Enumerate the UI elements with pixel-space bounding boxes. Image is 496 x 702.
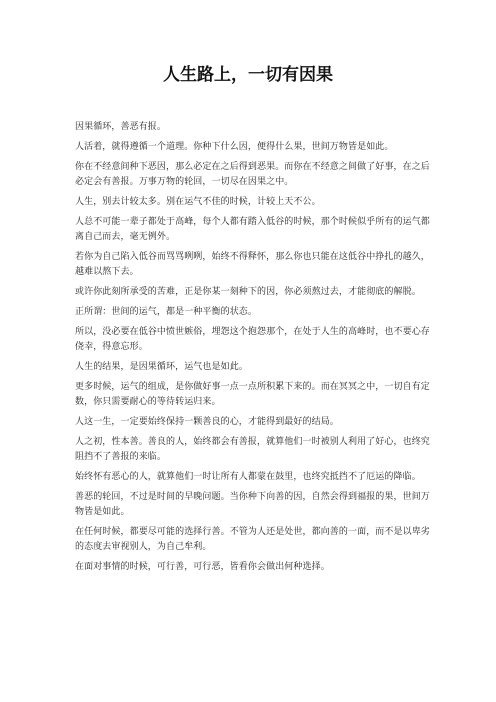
paragraph: 人这一生，一定要始终保持一颗善良的心，才能得到最好的结局。 [75,417,339,427]
paragraph: 若你为自己陷入低谷而骂骂咧咧，始终不得释怀，那么你也只能在这低谷中挣扎的越久，越难以熬下去。 [75,252,430,277]
paragraph: 更多时候，运气的组成，是你做好事一点一点所积累下来的。而在冥冥之中，一切自有定数，你只需要耐心的等待转运归来。 [75,382,430,407]
paragraph: 所以，没必要在低谷中愤世嫉俗，埋怨这个抱怨那个，在处于人生的高峰时，也不要心存侥幸，得意忘形。 [75,327,430,352]
paragraph: 因果循环，善恶有报。 [75,122,167,132]
paragraph: 始终怀有恶心的人，就算他们一时让所有人都蒙在鼓里，也终究抵挡不了厄运的降临。 [75,472,421,482]
paragraph: 人之初，性本善。善良的人，始终都会有善报，就算他们一时被别人利用了好心，也终究阻挡不了善报的来临。 [75,437,430,462]
paragraph: 在面对事情的时候，可行善，可行恶，皆看你会做出何种选择。 [75,562,330,572]
paragraph: 善恶的轮回，不过是时间的早晚问题。当你种下向善的因，自然会得到福报的果，世间万物皆是如此。 [75,492,430,517]
paragraph: 或许你此刻所承受的苦难，正是你某一刻种下的因，你必须熬过去，才能彻底的解脱。 [75,287,421,297]
document-title: 人生路上，一切有因果 [163,65,333,85]
paragraph: 在任何时候，都要尽可能的选择行善。不管为人还是处世，都向善的一面，而不是以卑劣的态度去审视别人，为自己牟利。 [75,527,430,552]
paragraph: 人生的结果，是因果循环，运气也是如此。 [75,362,248,372]
document-body [75,120,437,580]
paragraph: 人总不可能一辈子都处于高峰，每个人都有踏入低谷的时候，那个时候似乎所有的运气都离自己而去，毫无例外。 [75,217,430,242]
paragraph: 人生，别去计较太多。别在运气不佳的时候，计较上天不公。 [75,197,321,207]
paragraph: 人活着，就得遵循一个道理。你种下什么因，便得什么果，世间万物皆是如此。 [75,142,394,152]
paragraph: 正所谓：世间的运气，都是一种平衡的状态。 [75,307,258,317]
paragraph: 你在不经意间种下恶因，那么必定在之后得到恶果。而你在不经意之间做了好事，在之后必定会有善报。万事万物的轮回，一切尽在因果之中。 [75,162,430,187]
